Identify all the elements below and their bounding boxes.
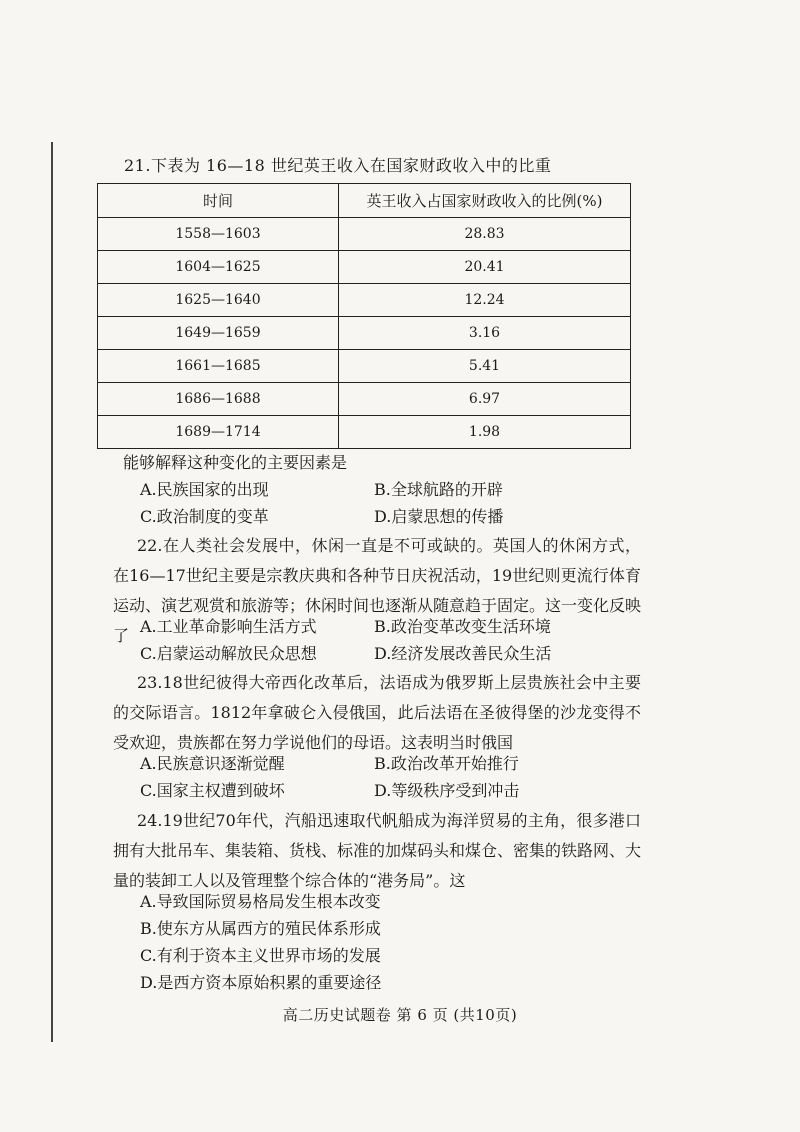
q24-option-a: A.导致国际贸易格局发生根本改变 [140,892,381,911]
q23-option-d: D.等级秩序受到冲击 [374,781,520,800]
table-row [98,383,631,416]
table-row [98,251,631,284]
q22-option-a: A.工业革命影响生活方式 [140,617,317,636]
table-cell-period: 1686—1688 [98,383,339,416]
binding-margin-line [51,142,53,1042]
q24-stem: 24.19世纪70年代，汽船迅速取代帆船成为海洋贸易的主角，很多港口拥有大批吊车、集装箱、货栈、标准的加煤码头和煤仓、密集的铁路网、大量的装卸工人以及管理整个综合体的“港务局”。这 [113,811,642,890]
q22-option-c: C.启蒙运动解放民众思想 [140,644,317,663]
table-cell-ratio: 12.24 [339,284,631,317]
column-header-time: 时间 [98,184,339,218]
table-row [98,350,631,383]
table-row [98,284,631,317]
q21-option-a: A.民族国家的出现 [140,480,269,499]
q23-option-c: C.国家主权遭到破坏 [140,781,285,800]
table-cell-period: 1604—1625 [98,251,339,284]
table-cell-ratio: 5.41 [339,350,631,383]
table-cell-ratio: 1.98 [339,416,631,449]
table-cell-period: 1649—1659 [98,317,339,350]
table-cell-ratio: 6.97 [339,383,631,416]
table-row [98,416,631,449]
q21-option-d: D.启蒙思想的传播 [374,507,504,526]
table-cell-ratio: 20.41 [339,251,631,284]
q22-option-d: D.经济发展改善民众生活 [374,644,552,663]
table-cell-period: 1661—1685 [98,350,339,383]
q22-option-b: B.政治变革改变生活环境 [374,617,551,636]
q23-option-a: A.民族意识逐渐觉醒 [140,754,285,773]
q24-option-d: D.是西方资本原始积累的重要途径 [140,973,382,992]
q21-data-table [97,183,631,449]
q24-option-c: C.有利于资本主义世界市场的发展 [140,946,381,965]
table-header-row [98,184,631,218]
q23-stem: 23.18世纪彼得大帝西化改革后，法语成为俄罗斯上层贵族社会中主要的交际语言。1812年拿破仑入侵俄国，此后法语在圣彼得堡的沙龙变得不受欢迎，贵族都在努力学说他们的母语。这表明当时俄国 [113,673,641,752]
q24-option-b: B.使东方从属西方的殖民体系形成 [140,919,381,938]
table-cell-period: 1689—1714 [98,416,339,449]
column-header-ratio: 英王收入占国家财政收入的比例(%) [339,184,631,218]
q21-prompt: 能够解释这种变化的主要因素是 [123,453,348,472]
q21-option-c: C.政治制度的变革 [140,507,269,526]
table-row [98,218,631,251]
q22-stem: 22.在人类社会发展中，休闲一直是不可或缺的。英国人的休闲方式，在16—17世纪主要是宗教庆典和各种节日庆祝活动，19世纪则更流行体育运动、演艺观赏和旅游等；休闲时间也逐渐从随意趋于固定。这一变化反映了 [113,536,642,645]
q21-option-b: B.全球航路的开辟 [374,480,503,499]
table-cell-ratio: 3.16 [339,317,631,350]
table-cell-period: 1625—1640 [98,284,339,317]
table-cell-ratio: 28.83 [339,218,631,251]
q21-title: 21.下表为 16—18 世纪英王收入在国家财政收入中的比重 [124,156,552,175]
table-row [98,317,631,350]
page-footer: 高二历史试题卷 第 6 页 (共10页) [282,1006,518,1024]
table-cell-period: 1558—1603 [98,218,339,251]
q23-option-b: B.政治改革开始推行 [374,754,519,773]
